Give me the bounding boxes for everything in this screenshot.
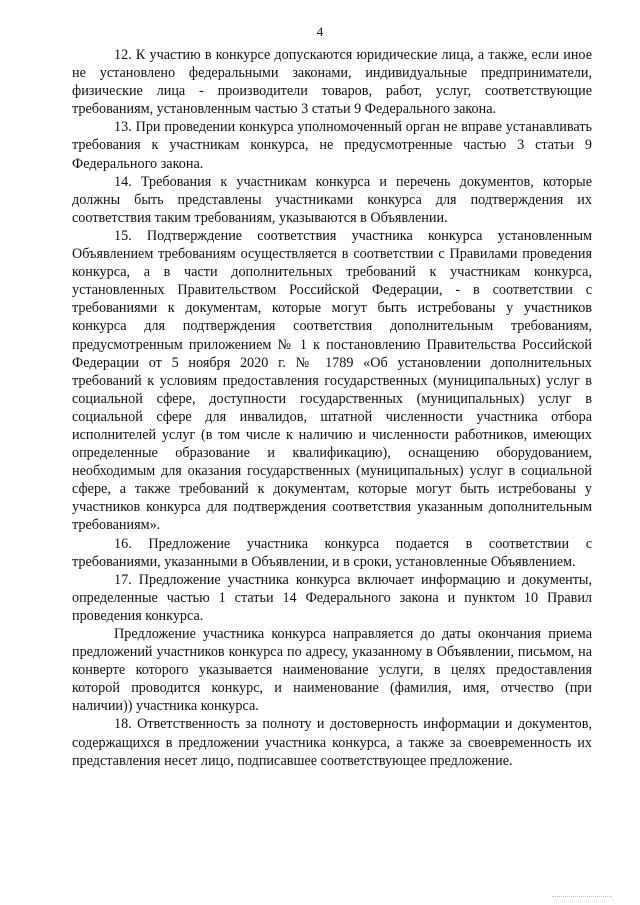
paragraph-13: 13. При проведении конкурса уполномоченный орган не вправе устанавливать требования к участникам конкурса, не предусмотренные частью 3 статьи 9 Федерального закона. xyxy=(72,119,592,172)
paragraph-15: 15. Подтверждение соответствия участника конкурса установленным Объявлением требованиям осуществляется в соответствии с Правилами проведения конкурса, а в части дополнительных требований к участникам конкурса, установленных Правительством Российской Федерации, - в соответствии с требованиями к документам, которые могут быть истребованы у участников конкурса для подтверждения соответствия дополнительным требованиям, предусмотренным приложением № 1 к постановлению Правительства Российской Федерации от 5 ноября 2020 г. № 1789 «Об установлении дополнительных требований к условиям предоставления государственных (муниципальных) услуг в социальной сфере, доступности государственных (муниципальных) услуг в социальной сфере для инвалидов, штатной численности участника отбора исполнителей услуг (в том числе к наличию и численности работников, имеющих определенные образование и квалификацию), оснащению оборудованием, необходимым для оказания государственных (муниципальных) услуг в социальной сфере, а также требований к документам, которые могут быть истребованы у участников конкурса для подтверждения соответствия указанным дополнительным требованиям». xyxy=(72,227,592,534)
document-body xyxy=(72,46,592,770)
paragraph-12: 12. К участию в конкурсе допускаются юридические лица, а также, если иное не установлено федеральными законами, индивидуальные предприниматели, физические лица - производители товаров, работ, услуг, соответствующие требованиям, установленным частью 3 статьи 9 Федерального закона. xyxy=(72,47,592,118)
page-number: 4 xyxy=(316,24,324,39)
scan-artifact xyxy=(552,896,612,899)
paragraph-18: 18. Ответственность за полноту и достоверность информации и документов, содержащихся в предложении участника конкурса, а также за своевременность их представления несет лицо, подписавшее соответствующее предложение. xyxy=(72,716,592,769)
paragraph-17: 17. Предложение участника конкурса включает информацию и документы, определенные частью 1 статьи 14 Федерального закона и пунктом 10 Правил проведения конкурса. xyxy=(72,571,592,624)
paragraph-17-continued: Предложение участника конкурса направляется до даты окончания приема предложений участников конкурса по адресу, указанному в Объявлении, письмом, на конверте которого указывается наименование услуги, в целях предоставления которой проводится конкурс, и наименование (фамилия, имя, отчество (при наличии)) участника конкурса. xyxy=(72,626,592,715)
paragraph-14: 14. Требования к участникам конкурса и перечень документов, которые должны быть представлены участниками конкурса для подтверждения их соответствия таким требованиям, указываются в Объявлении. xyxy=(72,173,592,226)
paragraph-16: 16. Предложение участника конкурса подается в соответствии с требованиями, указанными в Объявлении, и в сроки, установленные Объявлением. xyxy=(72,535,592,570)
